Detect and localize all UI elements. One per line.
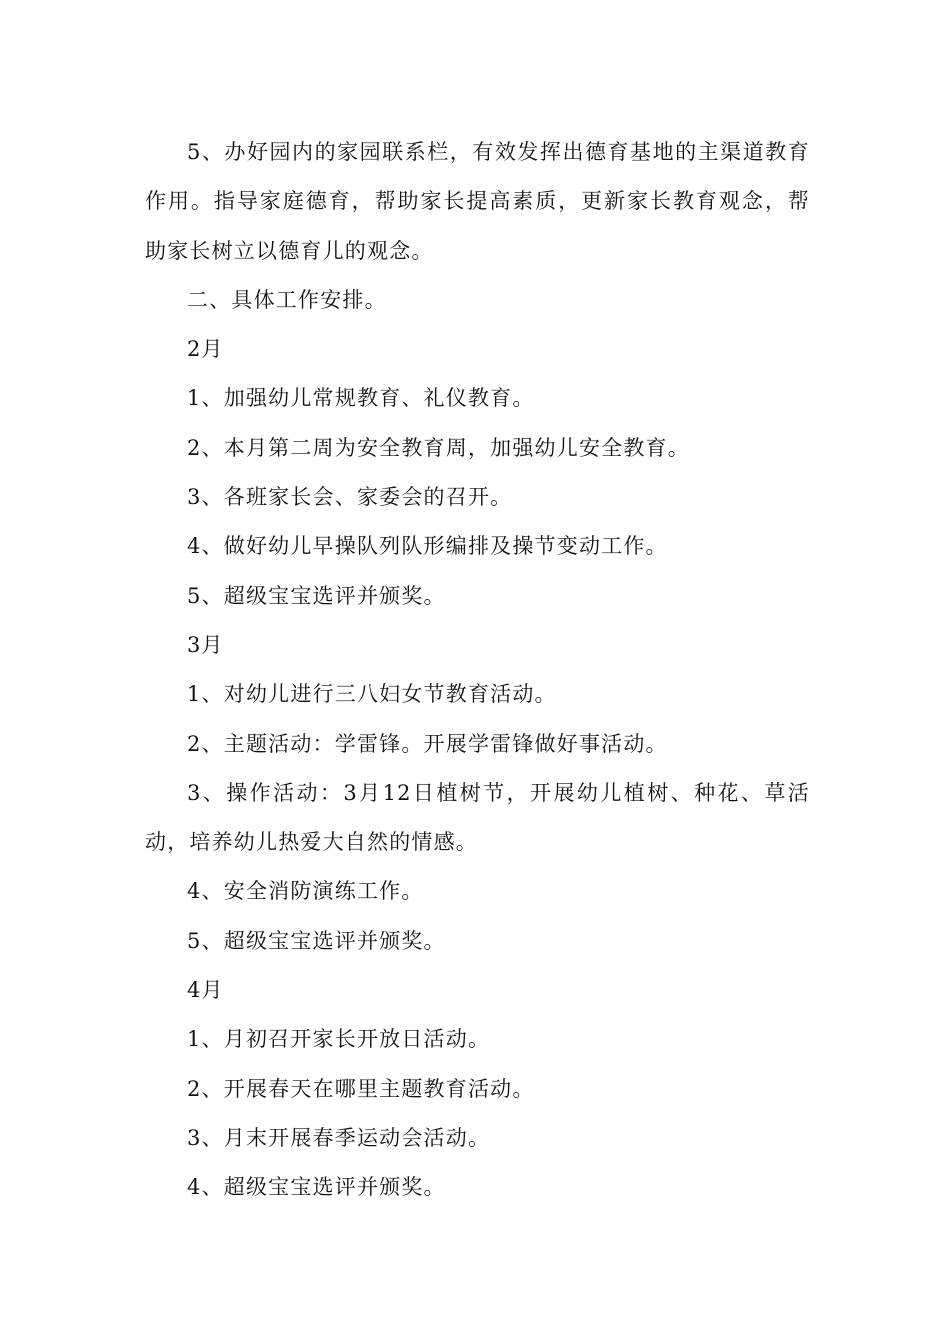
list-item: 1、对幼儿进行三八妇女节教育活动。 xyxy=(187,682,557,707)
list-item: 1、加强幼儿常规教育、礼仪教育。 xyxy=(187,386,535,411)
list-item: 3、各班家长会、家委会的召开。 xyxy=(187,485,513,510)
list-item: 3、月末开展春季运动会活动。 xyxy=(187,1125,491,1150)
list-item: 3、操作活动：3月12日植树节，开展幼儿植树、种花、草活动，培养幼儿热爱大自然的情感。 xyxy=(145,780,810,855)
month-heading-february: 2月 xyxy=(187,337,224,362)
list-item: 2、本月第二周为安全教育周，加强幼儿安全教育。 xyxy=(187,435,690,460)
list-item: 5、超级宝宝选评并颁奖。 xyxy=(187,583,446,608)
document-body xyxy=(145,128,810,1213)
paragraph-home-school-board: 5、办好园内的家园联系栏，有效发挥出德育基地的主渠道教育作用。指导家庭德育，帮助家长提高素质，更新家长教育观念，帮助家长树立以德育儿的观念。 xyxy=(145,140,810,263)
section-heading-work-arrangement: 二、具体工作安排。 xyxy=(187,287,387,312)
list-item: 5、超级宝宝选评并颁奖。 xyxy=(187,928,446,953)
list-item: 1、月初召开家长开放日活动。 xyxy=(187,1027,491,1052)
list-item: 2、开展春天在哪里主题教育活动。 xyxy=(187,1076,535,1101)
month-heading-april: 4月 xyxy=(187,978,224,1003)
list-item: 4、超级宝宝选评并颁奖。 xyxy=(187,1175,446,1200)
list-item: 2、主题活动：学雷锋。开展学雷锋做好事活动。 xyxy=(187,731,668,756)
list-item: 4、安全消防演练工作。 xyxy=(187,879,424,904)
list-item: 4、做好幼儿早操队列队形编排及操节变动工作。 xyxy=(187,534,668,559)
month-heading-march: 3月 xyxy=(187,632,224,657)
